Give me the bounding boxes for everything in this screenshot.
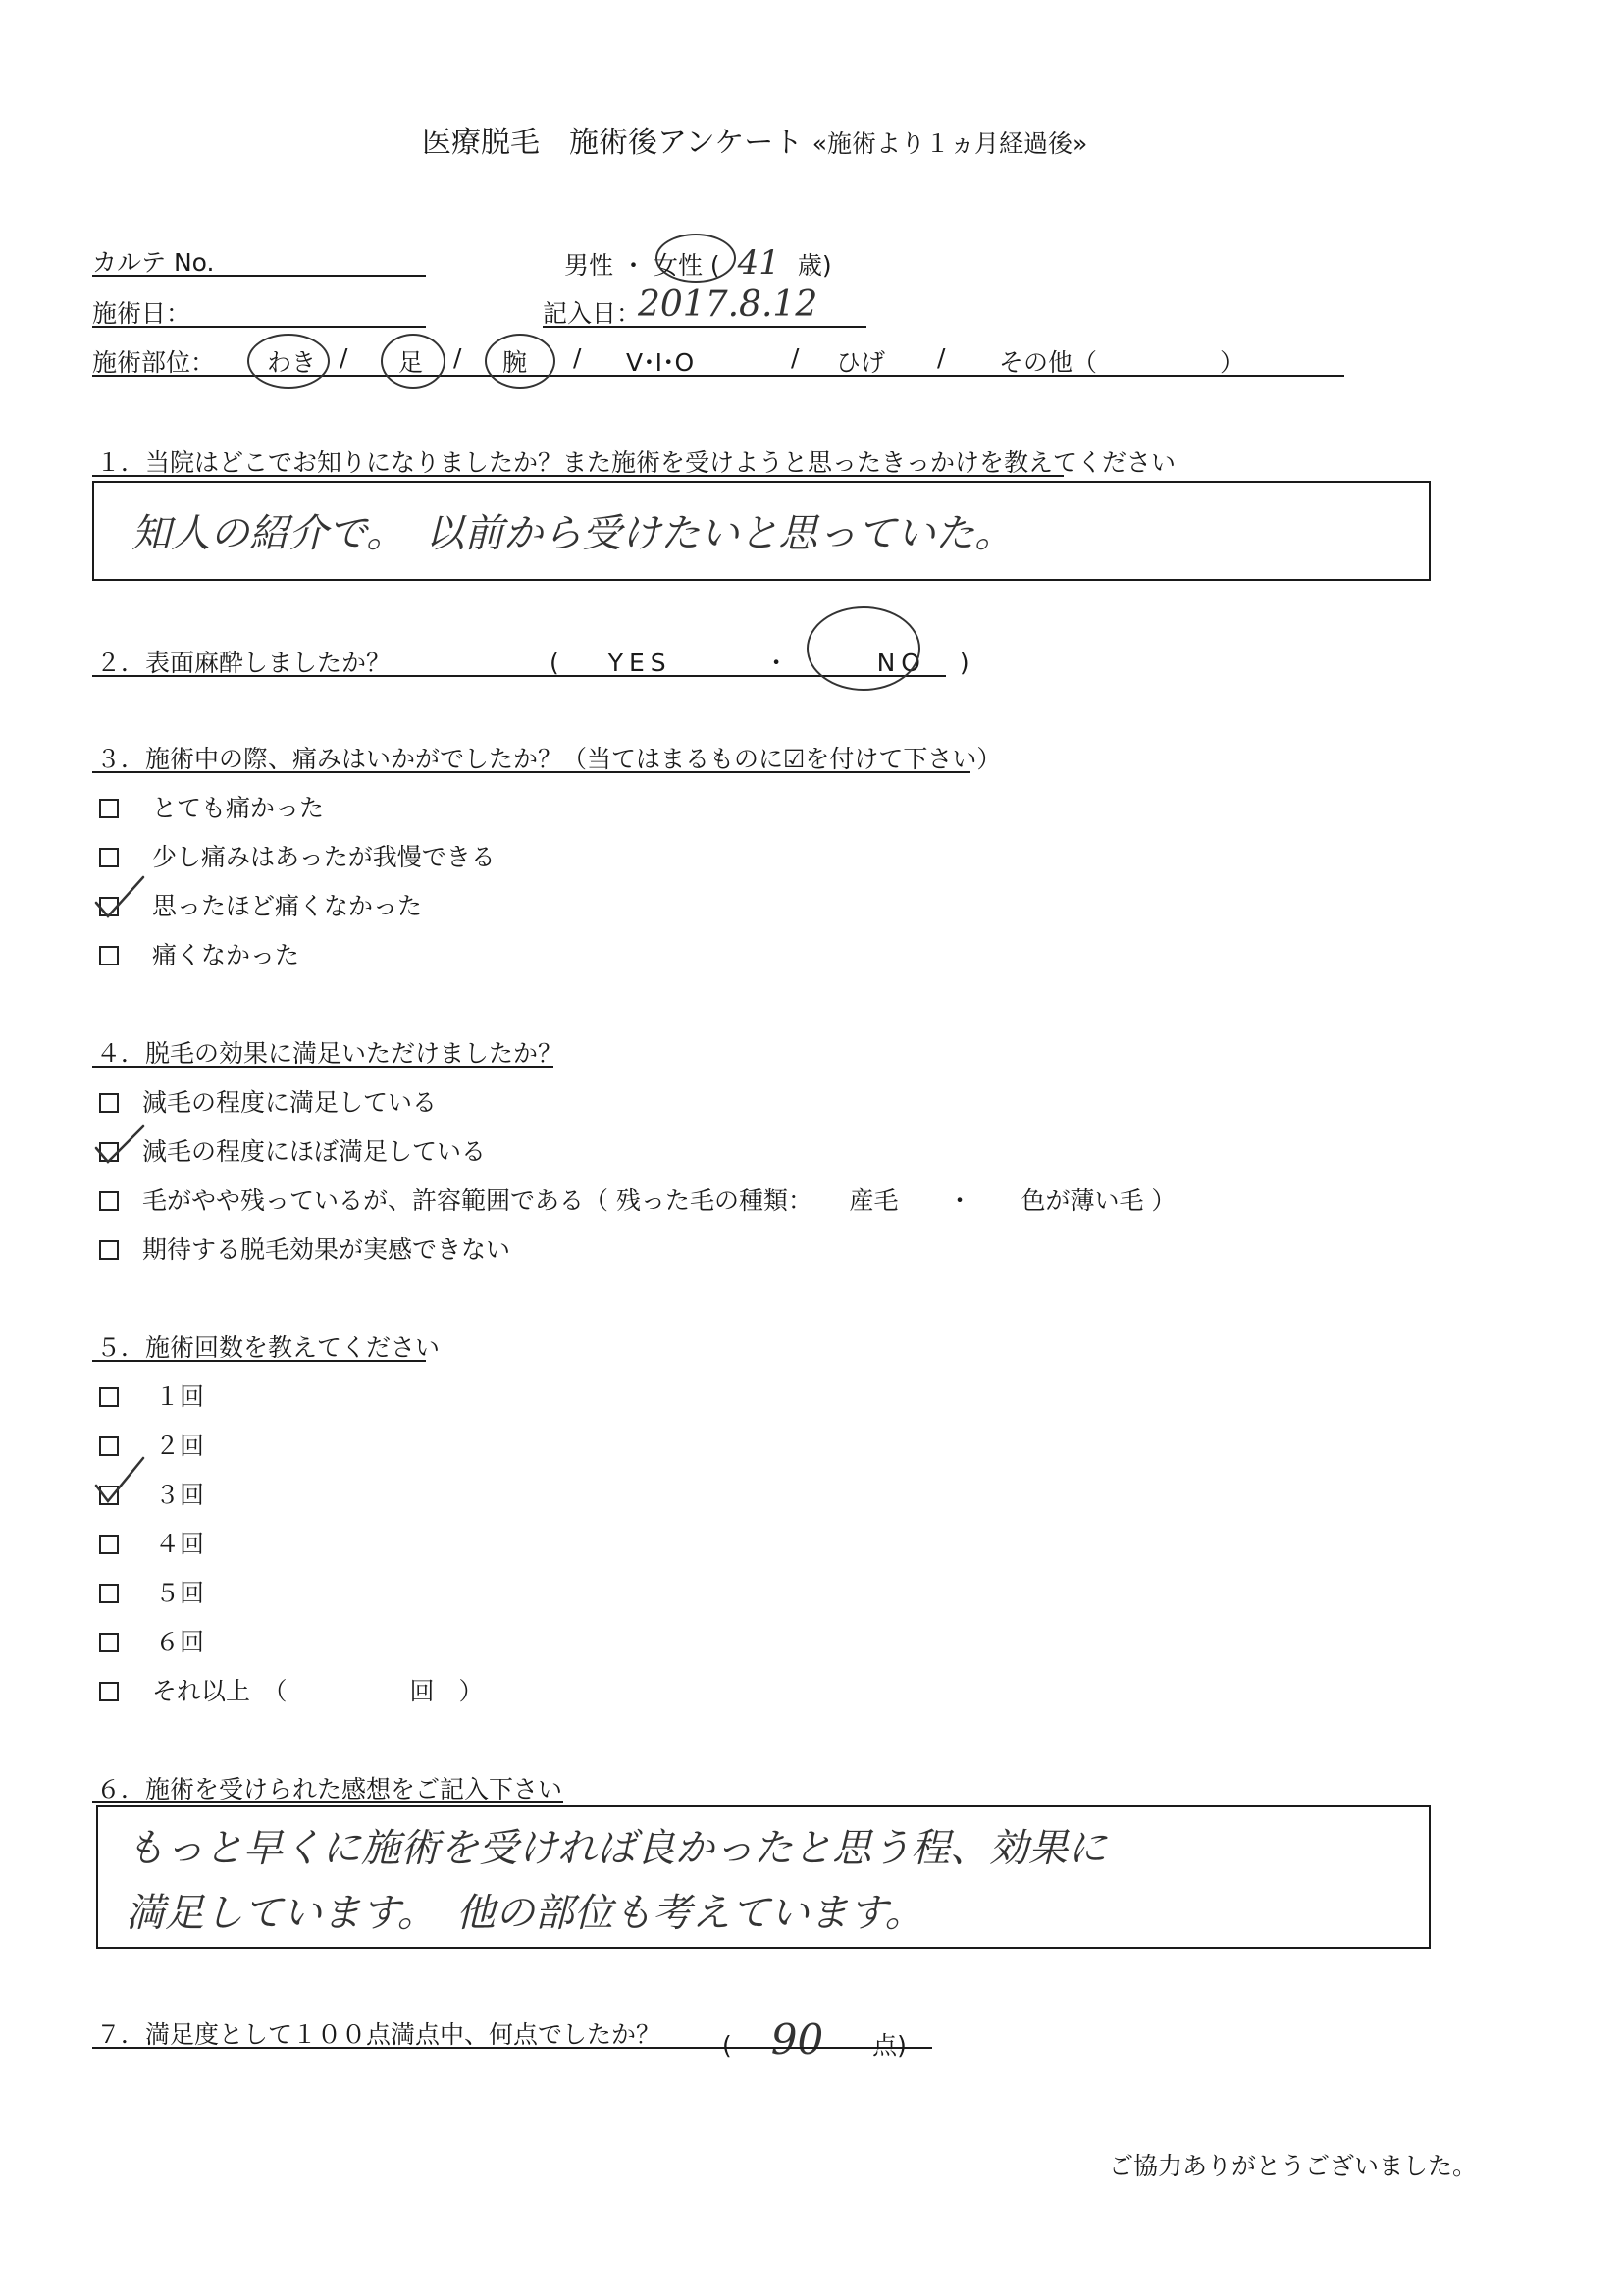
part-waki-circle [247,334,330,389]
gender-separator: ・ [620,251,646,280]
q6-answer-line-2: 満足しています。 他の部位も考えています。 [126,1891,924,1936]
q3-option-4-checkbox[interactable] [99,946,119,965]
q3-option-2-checkbox[interactable] [99,848,119,867]
age-value: 41 [737,243,780,283]
part-ude-circle [485,334,555,389]
thank-you-note: ご協力ありがとうございました。 [1109,2152,1478,2180]
q2-question: ２．表面麻酔しましたか？ [96,649,392,677]
gender-female: 女性 [653,251,703,280]
q2-close: ) [959,649,975,677]
part-vio: V･I･O [626,348,695,377]
q3-option-4-label: 痛くなかった [152,941,300,969]
part-hige: ひげ [836,348,886,377]
part-separator: / [573,343,582,372]
q7-score: 90 [770,2015,824,2063]
entry-date-value: 2017.8.12 [638,285,818,325]
q5-option-5-checkbox[interactable] [99,1584,119,1603]
q3-question: ３．施術中の際、痛みはいかがでしたか？（当てはまるものに☑を付けて下さい） [96,745,1002,773]
karte-no-label: カルテ No. [92,248,215,277]
q5-option-3-label: ３回 [155,1481,205,1509]
part-separator: / [453,343,462,372]
q5-option-7-checkbox[interactable] [99,1682,119,1701]
q2-open: ( [550,649,565,677]
q5-option-2-label: ２回 [155,1432,205,1460]
q5-option-3-checkmark [90,1452,149,1507]
treatment-date-line [92,326,426,328]
q7-score-field [722,2015,907,2063]
q5-question: ５．施術回数を教えてください [96,1333,441,1362]
age-open: ( [709,251,720,280]
q1-underline [92,475,1064,477]
q4-question: ４．脱毛の効果に満足いただけましたか？ [96,1039,563,1068]
gender-male: 男性 [564,251,614,280]
survey-title-sub: «施術より１ヵ月経過後» [812,130,1088,158]
treatment-date-label: 施術日： [92,299,191,328]
q2-underline [92,675,946,677]
q4-option-2-checkmark [90,1121,149,1170]
q6-underline [92,1801,563,1803]
q4-option-2-label: 減毛の程度にほぼ満足している [142,1137,487,1166]
q3-option-1-label: とても痛かった [152,794,325,822]
q3-option-2-label: 少し痛みはあったが我慢できる [152,843,496,871]
q7-unit: 点) [872,2031,907,2060]
q4-underline [92,1066,553,1068]
q2-no-selected-circle [807,606,920,691]
part-separator: / [937,343,946,372]
q5-option-4-checkbox[interactable] [99,1535,119,1554]
entry-date-label: 記入日： [543,299,642,328]
q2-separator: ・ [763,649,795,677]
survey-title [422,118,1087,161]
part-other: その他（ ） [999,348,1245,377]
q7-open: ( [722,2031,732,2060]
q4-option-3-label: 毛がやや残っているが、許容範囲である（ 残った毛の種類： 産毛 ・ 色が薄い毛 ） [142,1186,1177,1215]
q5-option-6-label: ６回 [155,1628,205,1656]
q5-option-5-label: ５回 [155,1579,205,1607]
q5-option-7-label: それ以上 （ 回 ） [152,1677,484,1705]
q6-answer-line-1: もっと早くに施術を受ければ良かったと思う程、効果に [126,1826,1107,1871]
part-waki: わき [267,348,317,377]
survey-title-main: 医療脱毛 施術後アンケート [422,126,804,160]
q6-question: ６．施術を受けられた感想をご記入下さい [96,1775,563,1803]
q3-option-3-checkmark [90,873,149,922]
parts-label: 施術部位： [92,348,216,377]
q5-option-4-label: ４回 [155,1530,205,1558]
q4-option-1-checkbox[interactable] [99,1093,119,1113]
q4-option-4-checkbox[interactable] [99,1240,119,1260]
female-selected-circle [655,234,736,283]
entry-date-line [543,326,866,328]
q4-option-3-checkbox[interactable] [99,1191,119,1211]
q2-yes: YES [607,649,672,677]
q4-option-4-label: 期待する脱毛効果が実感できない [142,1235,511,1264]
q2-no: NO [876,649,926,677]
part-separator: / [340,343,348,372]
q7-underline [92,2047,932,2049]
q4-option-1-label: 減毛の程度に満足している [142,1088,438,1117]
part-ashi-circle [381,334,445,389]
q1-answer: 知人の紹介で。 以前から受けたいと思っていた。 [131,511,1015,556]
age-close: 歳) [797,251,832,280]
q5-option-1-checkbox[interactable] [99,1387,119,1407]
q5-underline [92,1360,426,1362]
q3-underline [92,771,970,773]
q5-option-1-label: １回 [155,1383,205,1411]
q7-question: ７．満足度として１００点満点中、何点でしたか？ [96,2020,661,2049]
q1-question: １．当院はどこでお知りになりましたか？また施術を受けようと思ったきっかけを教えてください [96,448,1177,477]
q5-option-6-checkbox[interactable] [99,1633,119,1652]
part-ashi: 足 [398,348,424,377]
part-separator: / [791,343,800,372]
q3-option-1-checkbox[interactable] [99,799,119,818]
q3-option-3-label: 思ったほど痛くなかった [152,892,423,920]
karte-no-line [92,275,426,277]
part-ude: 腕 [502,348,528,377]
